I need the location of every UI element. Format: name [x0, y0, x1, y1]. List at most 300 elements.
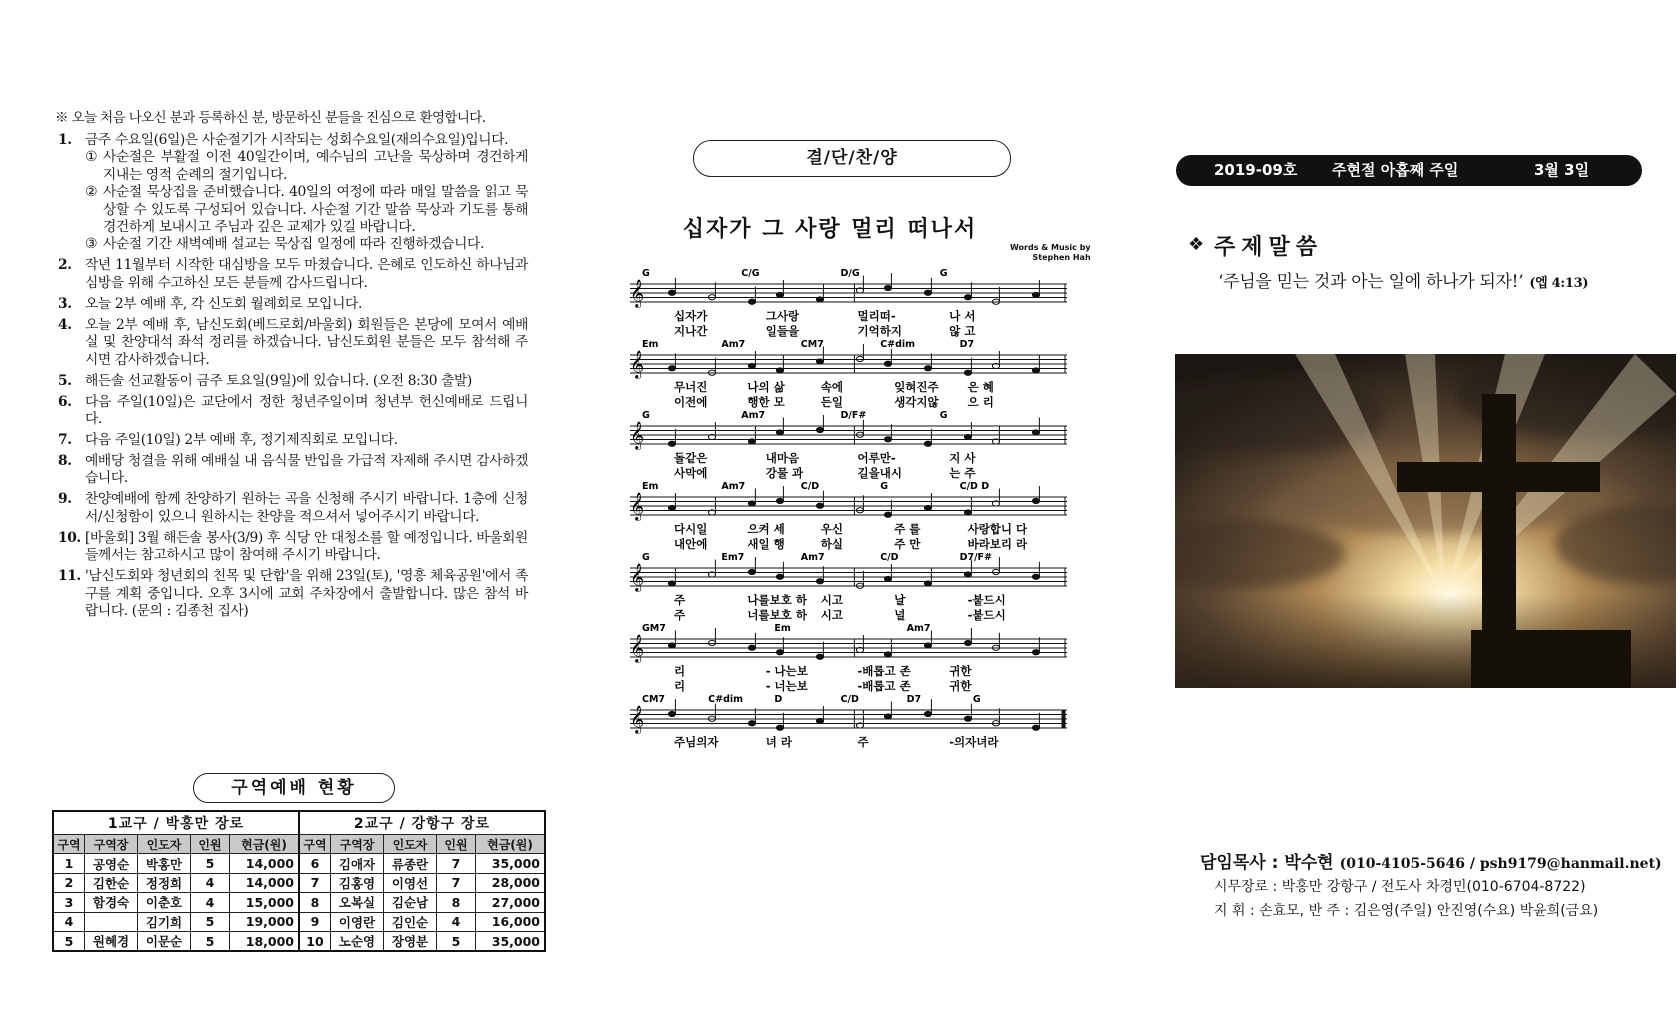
notice-number: 3.: [58, 295, 72, 312]
lyric-verse1: 다시일: [674, 522, 708, 536]
notice-text: 작년 11월부터 시작한 대심방을 모두 마쳤습니다. 은혜로 인도하신 하나님과 심방을 위해 수고하신 모든 분들께 감사드립니다.: [85, 257, 528, 291]
table-cell: 4: [437, 912, 476, 931]
chord-symbol: G: [939, 268, 948, 279]
notice-item: [58, 530, 528, 565]
note-head: [748, 439, 755, 444]
notice-text: 오늘 2부 예배 후, 남신도회(베드로회/바울회) 회원들은 본당에 모여서 예배실 및 찬양대석 좌석 정리를 하겠습니다. 남신도회원 분들은 모두 참석해 주시면 감사하겠습니다.: [85, 316, 528, 368]
lyric-verse1: 주 를: [894, 522, 921, 536]
note-head: [748, 645, 755, 650]
lyric-verse1: 주: [857, 735, 869, 749]
column-header: 구역: [299, 835, 331, 854]
chord-symbol: C/D: [880, 552, 899, 563]
table-cell: [85, 912, 138, 931]
note-head: [884, 652, 891, 657]
table-cell: 14,000: [230, 854, 300, 873]
note-head: [816, 297, 823, 302]
notice-text: 금주 수요일(6일)은 사순절기가 시작되는 성회수요일(재의수요일)입니다.: [85, 132, 509, 148]
table-row: [53, 912, 545, 931]
column-header: 현금(원): [476, 835, 546, 854]
lyric-verse1: 으켜 세: [747, 522, 785, 536]
note-head: [668, 441, 675, 446]
lyric-verse2: 주 만: [894, 537, 921, 551]
notice-number: 7.: [58, 432, 72, 449]
lyric-verse1: 어루만-: [857, 451, 896, 465]
lyric-verse2: 는 주: [949, 466, 976, 480]
table-cell: 6: [299, 854, 331, 873]
note-head: [924, 290, 931, 295]
note-head: [1032, 650, 1039, 655]
note-head: [668, 711, 675, 716]
lyric-verse2: 든일: [820, 395, 844, 409]
lyric-verse1: -의자녀라: [949, 735, 999, 749]
note-head: [964, 640, 971, 645]
chord-symbol: C#dim: [708, 694, 744, 705]
theme-verse-reference: (엡 4:13): [1529, 276, 1589, 291]
subitem-text: 사순절은 부활절 이전 40일간이며, 예수님의 고난을 묵상하며 경건하게 지내는 영적 순례의 절기입니다.: [103, 149, 528, 183]
table-cell: 3: [53, 893, 85, 912]
notice-number: 10.: [58, 529, 81, 546]
lyric-verse1: 나 서: [949, 309, 976, 323]
lyric-verse2: 사막에: [674, 466, 708, 480]
lyric-verse2: -붙드시: [967, 608, 1006, 622]
issue-date: 3월 3일: [1534, 161, 1590, 179]
table-row: [53, 893, 545, 912]
chord-symbol: Am7: [800, 552, 825, 563]
notice-number: 2.: [58, 257, 72, 274]
treble-clef-icon: 𝄞: [630, 634, 645, 662]
table-cell: 김애자: [331, 854, 384, 873]
lyric-verse1: 그사랑: [765, 309, 800, 323]
table-cell: 4: [53, 912, 85, 931]
lyric-verse2: 새일 행: [747, 537, 785, 551]
lyric-verse2: 너를보호 하: [747, 608, 807, 622]
notice-body: [85, 257, 528, 292]
lyric-verse2: 않 고: [949, 324, 976, 338]
notice-text: 해든솔 선교활동이 금주 토요일(9일)에 있습니다. (오전 8:30 출발): [85, 372, 472, 389]
note-head: [964, 572, 971, 577]
note-head: [1032, 292, 1039, 297]
note-head: [748, 363, 755, 368]
note-head: [816, 359, 823, 364]
note-head: [816, 579, 823, 584]
lyric-verse2: 귀한: [949, 679, 972, 693]
note-head: [884, 437, 891, 442]
table-cell: 류종란: [384, 854, 437, 873]
pastor-name: 담임목사 : 박수현: [1200, 853, 1334, 873]
group2-header: 2교구 / 강항구 장로: [299, 811, 545, 835]
note-head: [884, 714, 891, 719]
column-header: 인도자: [138, 835, 191, 854]
notice-body: [85, 491, 528, 526]
theme-verse: [1218, 267, 1588, 292]
sheet-music: [612, 262, 1072, 762]
chord-symbol: Em7: [721, 552, 745, 563]
note-head: [668, 366, 675, 371]
lyric-verse1: 멀리떠-: [857, 309, 896, 323]
note-head: [964, 434, 971, 439]
notice-text: 예배당 청결을 위해 예배실 내 음식물 반입을 가급적 자제해 주시면 감사하겠습니다.: [85, 453, 528, 487]
lyric-verse1: 속에: [820, 380, 844, 394]
lyric-verse2: 일들을: [765, 324, 800, 338]
chord-symbol: Em: [774, 623, 791, 634]
notice-body: [85, 394, 528, 429]
notice-subitem: [85, 149, 528, 184]
notice-number: 9.: [58, 491, 72, 508]
table-cell: 5: [191, 912, 230, 931]
notice-number: 4.: [58, 316, 72, 333]
table-cell: 15,000: [230, 893, 300, 912]
chord-symbol: D: [774, 694, 783, 705]
treble-clef-icon: 𝄞: [630, 705, 645, 733]
table-cell: 16,000: [476, 912, 546, 931]
table-cell: 노순영: [331, 931, 384, 951]
notice-text: 다음 주일(10일) 2부 예배 후, 정기제직회로 모입니다.: [85, 432, 398, 449]
table-cell: 27,000: [476, 893, 546, 912]
note-head: [964, 370, 971, 375]
note-head: [816, 503, 823, 508]
lyric-verse2: 바라보리 라: [967, 537, 1028, 551]
table-cell: 이춘호: [138, 893, 191, 912]
lyric-verse1: 은 혜: [967, 380, 994, 394]
note-head: [964, 510, 971, 515]
table-cell: 김홍영: [331, 873, 384, 892]
lyric-verse2: 으 리: [967, 395, 994, 409]
notice-body: [85, 373, 528, 390]
chord-symbol: G: [642, 552, 650, 563]
lyric-verse2: 행한 모: [747, 395, 785, 409]
table-cell: 박홍만: [138, 854, 191, 873]
lyric-verse1: - 나는보: [765, 664, 808, 678]
lyric-verse1: 귀한: [949, 664, 972, 678]
table-cell: 18,000: [230, 931, 300, 951]
table-row: [53, 873, 545, 892]
note-head: [776, 650, 783, 655]
hymn-section-title: 결/단/찬/양: [693, 140, 1011, 177]
chord-symbol: G: [642, 410, 650, 421]
table-cell: 8: [437, 893, 476, 912]
notice-item: [58, 432, 528, 449]
lyric-verse1: 사랑합니 다: [967, 522, 1028, 536]
note-head: [776, 292, 783, 297]
chord-symbol: C/G: [741, 268, 760, 279]
notice-body: [85, 453, 528, 488]
notice-item: [58, 453, 528, 488]
lyric-verse1: 우신: [820, 522, 844, 536]
column-header: 구역장: [85, 835, 138, 854]
lyric-verse2: 하실: [820, 537, 844, 551]
notice-list: [58, 132, 528, 624]
notice-item: [58, 394, 528, 429]
lyric-verse2: 이전에: [674, 395, 708, 409]
chord-symbol: GM7: [642, 623, 666, 634]
treble-clef-icon: 𝄞: [630, 563, 645, 591]
table-cell: 7: [437, 873, 476, 892]
notice-item: [58, 132, 528, 254]
table-cell: 이영란: [331, 912, 384, 931]
lyric-verse1: 지 사: [949, 451, 976, 465]
column-header: 인도자: [384, 835, 437, 854]
subitem-text: 사순절 묵상집을 준비했습니다. 40일의 여정에 따라 매일 말씀을 읽고 묵상할 수 있도록 구성되어 있습니다. 사순절 기간 말씀 묵상과 기도를 통해 경건하게 보내시고 주님과 깊은 교제가 있길 바랍니다.: [103, 184, 528, 236]
liturgical-sunday: 주현절 아홉째 주일: [1332, 161, 1459, 179]
notice-subitem: [85, 236, 528, 253]
note-head: [668, 290, 675, 295]
notice-number: 6.: [58, 393, 72, 410]
note-head: [776, 368, 783, 373]
staff-elders: 시무장로 : 박홍만 강항구 / 전도사 차경민(010-6704-8722): [1214, 879, 1586, 895]
chord-symbol: G: [642, 268, 650, 279]
chord-symbol: G: [939, 410, 948, 421]
treble-clef-icon: 𝄞: [630, 492, 645, 520]
chord-symbol: Am7: [721, 339, 746, 350]
lyric-verse1: 리: [674, 664, 686, 678]
note-head: [776, 430, 783, 435]
chord-symbol: Am7: [721, 481, 746, 492]
note-head: [1032, 725, 1039, 730]
notice-number: 1.: [58, 132, 72, 148]
table-cell: 공영순: [85, 854, 138, 873]
issue-number: 2019-09호: [1214, 161, 1298, 179]
lyric-verse1: 무너진: [674, 380, 708, 394]
note-head: [776, 574, 783, 579]
lyric-verse1: 주: [674, 593, 686, 607]
note-head: [816, 654, 823, 659]
note-head: [884, 576, 891, 581]
table-cell: 10: [299, 931, 331, 951]
table-cell: 1: [53, 854, 85, 873]
treble-clef-icon: 𝄞: [630, 421, 645, 449]
chord-symbol: CM7: [800, 339, 824, 350]
note-head: [1032, 368, 1039, 373]
lyric-verse1: -배롭고 존: [857, 664, 911, 678]
subitem-text: 사순절 기간 새벽예배 설교는 묵상집 일정에 따라 진행하겠습니다.: [103, 236, 484, 253]
notice-body: [85, 296, 528, 313]
table-cell: 김순남: [384, 893, 437, 912]
notice-text: 오늘 2부 예배 후, 각 신도회 월례회로 모입니다.: [85, 295, 362, 312]
subitem-marker: ③: [85, 236, 97, 253]
chord-symbol: Em: [642, 339, 659, 350]
zone-worship-title: 구역예배 현황: [193, 773, 395, 803]
treble-clef-icon: 𝄞: [630, 350, 645, 378]
note-head: [924, 643, 931, 648]
notice-subitem: [85, 184, 528, 236]
table-cell: 김기희: [138, 912, 191, 931]
chord-symbol: C#dim: [880, 339, 916, 350]
chord-symbol: CM7: [642, 694, 666, 705]
welcome-message: ※ 오늘 처음 나오신 분과 등록하신 분, 방문하신 분들을 진심으로 환영합니다.: [55, 110, 486, 126]
notice-number: 8.: [58, 453, 72, 470]
note-head: [748, 299, 755, 304]
staff-music: 지 휘 : 손효모, 반 주 : 김은영(주일) 안진영(수요) 박윤희(금요): [1214, 903, 1599, 919]
chord-symbol: D7: [906, 694, 922, 705]
note-head: [1032, 574, 1039, 579]
note-head: [816, 427, 823, 432]
group1-header: 1교구 / 박홍만 장로: [53, 811, 299, 835]
table-cell: 원혜경: [85, 931, 138, 951]
note-head: [776, 498, 783, 503]
notice-item: [58, 296, 528, 313]
note-head: [964, 716, 971, 721]
lyric-verse1: 주님의자: [674, 735, 719, 749]
table-cell: 2: [53, 873, 85, 892]
note-head: [924, 366, 931, 371]
note-head: [816, 718, 823, 723]
table-cell: 5: [53, 931, 85, 951]
table-cell: 14,000: [230, 873, 300, 892]
column-header: 인원: [437, 835, 476, 854]
table-cell: 함경숙: [85, 893, 138, 912]
lyric-verse1: 나의 삶: [747, 380, 785, 394]
note-head: [668, 643, 675, 648]
table-cell: 28,000: [476, 873, 546, 892]
table-cell: 9: [299, 912, 331, 931]
zone-worship-table: [52, 810, 546, 952]
note-head: [884, 512, 891, 517]
chord-symbol: Am7: [741, 410, 766, 421]
table-cell: 김인순: [384, 912, 437, 931]
chord-symbol: G: [972, 694, 981, 705]
notice-body: [85, 568, 528, 620]
notice-body: [85, 317, 528, 369]
notice-number: 11.: [58, 568, 81, 585]
chord-symbol: D/F#: [840, 410, 867, 421]
notice-number: 5.: [58, 372, 72, 389]
lyric-verse2: 기억하지: [857, 324, 902, 338]
notice-body: [85, 132, 528, 254]
table-cell: 19,000: [230, 912, 300, 931]
note-head: [856, 356, 863, 361]
table-cell: 정정희: [138, 873, 191, 892]
table-cell: 이문순: [138, 931, 191, 951]
table-cell: 4: [191, 893, 230, 912]
column-header-row: [53, 835, 545, 854]
note-head: [924, 711, 931, 716]
note-head: [992, 569, 999, 574]
table-cell: 7: [299, 873, 331, 892]
chord-symbol: C/D: [840, 694, 859, 705]
table-cell: 8: [299, 893, 331, 912]
treble-clef-icon: 𝄞: [630, 279, 645, 307]
credit-line: Words & Music by: [1010, 243, 1091, 252]
lyric-verse2: 리: [674, 679, 686, 693]
column-header: 인원: [191, 835, 230, 854]
table-cell: 이영선: [384, 873, 437, 892]
note-head: [668, 505, 675, 510]
table-row: [53, 854, 545, 873]
song-credit: [1010, 243, 1091, 263]
table-cell: 35,000: [476, 854, 546, 873]
zone-table-body: [53, 854, 545, 951]
senior-pastor: [1200, 848, 1662, 873]
song-title: 십자가 그 사랑 멀리 떠나서: [682, 217, 978, 242]
note-head: [964, 295, 971, 300]
table-row: [53, 931, 545, 951]
lyric-verse2: 내안에: [674, 537, 708, 551]
lyric-verse2: 지나간: [674, 324, 708, 338]
lyric-verse1: 시고: [820, 593, 844, 607]
lyric-verse2: 길을내시: [857, 466, 902, 480]
chord-symbol: G: [880, 481, 889, 492]
notice-body: [85, 530, 528, 565]
chord-symbol: Am7: [906, 623, 931, 634]
pastor-contact: (010-4105-5646 / psh9179@hanmail.net): [1339, 856, 1662, 872]
lyric-verse2: - 너는보: [765, 679, 808, 693]
chord-symbol: D7: [959, 339, 975, 350]
note-head: [924, 441, 931, 446]
chord-symbol: D/G: [840, 268, 860, 279]
notice-text: [바울회] 3월 해든솔 봉사(3/9) 후 식당 안 대청소를 할 예정입니다. 바울회원들께서는 참고하시고 많이 참여해 주시기 바랍니다.: [85, 529, 528, 564]
diamond-bullet-icon: ❖: [1188, 234, 1205, 255]
cross-sunset-photo: [1175, 354, 1676, 688]
note-head: [668, 581, 675, 586]
credit-author: Stephen Hah: [1032, 253, 1091, 262]
notice-text: 다음 주일(10일)은 교단에서 정한 청년주일이며 청년부 헌신예배로 드립니다.: [85, 393, 528, 428]
notice-item: [58, 257, 528, 292]
theme-heading: 주제말씀: [1214, 235, 1324, 260]
notice-text: '남신도회와 청년회의 친목 및 단합'을 위해 23일(토), '영흥 체육공원'에서 족구를 계획 중입니다. 오후 3시에 교회 주차장에서 출발합니다. 많은 참석 바랍니다. (문의 : 김종천 집사): [85, 568, 528, 620]
lyric-verse1: 날: [894, 593, 906, 607]
lyric-verse1: 나를보호 하: [747, 593, 807, 607]
lyric-verse2: 널: [894, 608, 906, 622]
table-cell: 4: [191, 873, 230, 892]
note-head: [884, 361, 891, 366]
chord-symbol: Em: [642, 481, 659, 492]
note-head: [1032, 498, 1039, 503]
chord-symbol: D7/F#: [959, 552, 993, 563]
notice-item: [58, 373, 528, 390]
column-header: 구역: [53, 835, 85, 854]
notice-item: [58, 317, 528, 369]
note-head: [924, 581, 931, 586]
note-head: [748, 501, 755, 506]
lyric-verse1: -붙드시: [967, 593, 1006, 607]
note-head: [924, 505, 931, 510]
notice-text: 찬양예배에 함께 찬양하기 원하는 곡을 신청해 주시기 바랍니다. 1층에 신청서/신청함이 있으니 원하시는 찬양을 적으셔서 넣어주시기 바랍니다.: [85, 491, 528, 525]
note-head: [776, 725, 783, 730]
note-head: [748, 721, 755, 726]
chord-symbol: C/D D: [959, 481, 990, 492]
notice-item: [58, 491, 528, 526]
lyric-verse2: 강물 과: [765, 466, 804, 480]
table-cell: 김한순: [85, 873, 138, 892]
lyric-verse2: -배롭고 존: [857, 679, 911, 693]
lyric-verse1: 잊혀진주: [894, 380, 939, 394]
lyric-verse1: 녀 라: [765, 735, 792, 749]
issue-bar: [1176, 155, 1642, 186]
table-cell: 장영분: [384, 931, 437, 951]
notice-body: [85, 432, 528, 449]
table-cell: 오복실: [331, 893, 384, 912]
note-head: [708, 640, 715, 645]
note-head: [748, 569, 755, 574]
lyric-verse2: 시고: [820, 608, 844, 622]
notice-item: [58, 568, 528, 620]
chord-symbol: C/D: [800, 481, 820, 492]
table-cell: 7: [437, 854, 476, 873]
lyric-verse1: 내마음: [765, 451, 800, 465]
table-cell: 5: [191, 854, 230, 873]
theme-verse-text: ‘주님을 믿는 것과 아는 일에 하나가 되자!’: [1218, 272, 1524, 292]
lyric-verse2: 주: [674, 608, 686, 622]
table-cell: 35,000: [476, 931, 546, 951]
note-head: [1032, 430, 1039, 435]
note-head: [884, 285, 891, 290]
lyric-verse2: 생각지않: [894, 395, 939, 409]
table-cell: 5: [437, 931, 476, 951]
column-header: 구역장: [331, 835, 384, 854]
column-header: 현금(원): [230, 835, 300, 854]
subitem-marker: ②: [85, 184, 97, 201]
lyric-verse1: 돌같은: [674, 451, 708, 465]
